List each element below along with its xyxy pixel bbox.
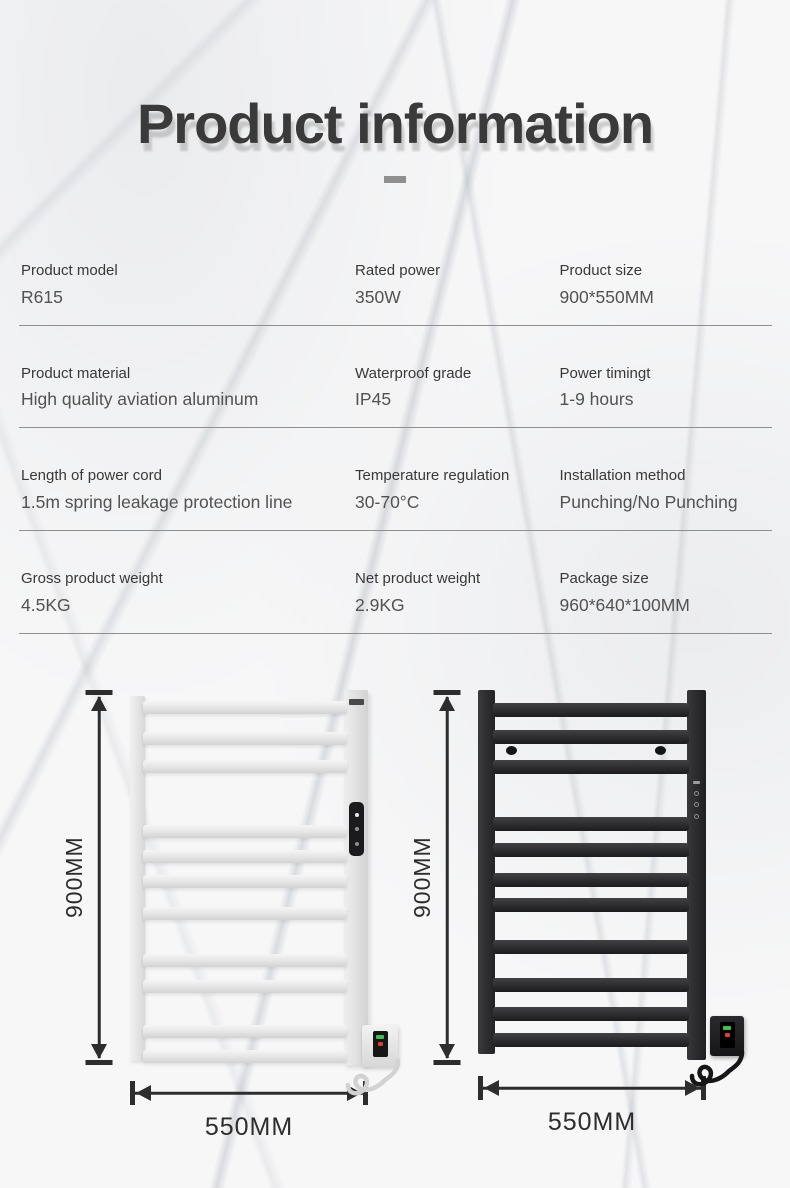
towel-rack-black	[478, 690, 706, 1060]
rack-bar	[143, 907, 347, 920]
spec-table	[19, 250, 772, 661]
spec-cell-temperature-regulation	[355, 467, 559, 514]
rack-bar	[493, 1007, 689, 1021]
rack-bar	[143, 875, 347, 888]
rack-bar	[143, 701, 347, 714]
page-title: Product information	[136, 92, 654, 155]
rack-bar	[493, 843, 689, 857]
spec-value: Punching/No Punching	[559, 492, 738, 512]
spec-label: Rated power	[355, 262, 441, 279]
rack-bar	[493, 817, 689, 831]
dimension-cap	[478, 1076, 483, 1100]
spec-value: 900*550MM	[559, 286, 654, 307]
control-button	[355, 842, 359, 846]
rack-bar	[493, 760, 689, 774]
spec-label: Installation method	[559, 467, 686, 485]
spec-value: 350W	[355, 286, 401, 307]
rack-bar	[143, 1025, 347, 1038]
product-images	[0, 690, 790, 1142]
control-display	[355, 813, 359, 817]
power-switch	[373, 1031, 388, 1057]
power-indicator-green	[376, 1035, 384, 1039]
rack-bar	[493, 978, 689, 992]
control-panel	[690, 774, 703, 826]
spec-cell-gross-weight	[21, 570, 355, 617]
dimension-cap	[86, 690, 113, 695]
spec-value: 1-9 hours	[559, 389, 634, 410]
spec-value: 30-70°C	[355, 492, 420, 512]
power-indicator-red	[378, 1042, 383, 1046]
spec-value: 2.9KG	[355, 594, 405, 615]
dimension-line	[130, 1092, 368, 1095]
dimension-cap	[434, 690, 461, 695]
spec-row-4	[19, 558, 772, 634]
towel-rack-white	[130, 690, 368, 1065]
spec-cell-power-cord-length	[21, 467, 355, 514]
control-button	[694, 802, 699, 807]
rack-bar	[143, 954, 347, 967]
rack-bar	[143, 760, 347, 773]
spec-value: IP45	[355, 389, 392, 410]
spec-cell-installation-method	[560, 467, 770, 514]
dimension-cap	[130, 1081, 135, 1105]
rack-right-rail	[687, 690, 706, 1060]
rack-right-rail	[344, 690, 368, 1065]
dimension-line	[478, 1087, 706, 1090]
height-dimension-black	[409, 690, 462, 1065]
spec-cell-net-weight	[355, 570, 559, 617]
brand-logo	[349, 699, 364, 705]
rack-bar	[493, 940, 689, 954]
dimension-line	[446, 697, 449, 1058]
spec-label: Waterproof grade	[355, 364, 472, 382]
height-dimension-white	[61, 690, 114, 1065]
spec-value: 1.5m spring leakage protection line	[21, 492, 293, 512]
rack-left-rail	[478, 690, 495, 1054]
coiled-power-cord	[688, 1050, 752, 1092]
control-button	[694, 814, 699, 819]
spec-label: Gross product weight	[21, 569, 163, 587]
spec-row-3	[19, 455, 772, 531]
rack-bar	[143, 825, 347, 838]
spec-row-2	[19, 353, 772, 429]
spec-label: Net product weight	[355, 569, 481, 587]
mounting-hole	[655, 746, 666, 755]
spec-value: High quality aviation aluminum	[21, 389, 259, 410]
spec-cell-product-size	[560, 262, 770, 309]
spec-label: Package size	[559, 569, 649, 587]
arrow-left-icon	[484, 1080, 499, 1096]
spec-cell-rated-power	[355, 262, 559, 309]
product-figure-black	[409, 690, 706, 1142]
rack-bar	[143, 850, 347, 863]
control-button	[355, 827, 359, 831]
spec-value: 4.5KG	[21, 594, 71, 615]
spec-value: R615	[21, 286, 63, 307]
rack-bar	[493, 898, 689, 912]
control-display	[693, 781, 700, 784]
product-figure-white	[61, 690, 368, 1142]
spec-label: Product size	[559, 262, 643, 279]
arrow-down-icon	[439, 1044, 455, 1059]
control-panel	[349, 802, 364, 856]
spec-cell-power-timing	[560, 365, 770, 412]
spec-label: Length of power cord	[21, 467, 162, 485]
dimension-cap	[86, 1060, 113, 1065]
rack-bar	[143, 980, 347, 993]
arrow-down-icon	[91, 1044, 107, 1059]
spec-label: Power timingt	[559, 364, 651, 382]
spec-label: Temperature regulation	[355, 467, 510, 485]
dimension-cap	[434, 1060, 461, 1065]
spec-cell-product-material	[21, 365, 355, 412]
width-dimension-white	[130, 1081, 368, 1105]
spec-cell-package-size	[560, 570, 770, 617]
height-dimension-label: 900MM	[409, 836, 435, 919]
rack-bar	[143, 732, 347, 745]
height-dimension-label: 900MM	[61, 836, 87, 919]
rack-bar	[493, 703, 689, 717]
spec-label: Product material	[21, 364, 131, 382]
title-divider-dash	[384, 176, 406, 183]
width-dimension-label: 550MM	[204, 1113, 294, 1141]
spec-row-1	[19, 250, 772, 326]
power-switch	[720, 1022, 735, 1048]
spec-cell-product-model	[21, 262, 355, 309]
control-button	[694, 791, 699, 796]
power-indicator-red	[725, 1033, 730, 1037]
rack-bar	[143, 1050, 347, 1063]
width-dimension-label: 550MM	[547, 1108, 637, 1136]
rack-bar	[493, 730, 689, 744]
rack-bar	[493, 1033, 689, 1047]
mounting-hole	[506, 746, 517, 755]
rack-bar	[493, 873, 689, 887]
power-indicator-green	[723, 1026, 731, 1030]
spec-value: 960*640*100MM	[559, 594, 690, 615]
spec-label: Product model	[21, 262, 118, 279]
width-dimension-black	[478, 1076, 706, 1100]
dimension-line	[98, 697, 101, 1058]
arrow-left-icon	[136, 1085, 151, 1101]
spec-cell-waterproof-grade	[355, 365, 559, 412]
coiled-power-cord	[344, 1059, 408, 1101]
